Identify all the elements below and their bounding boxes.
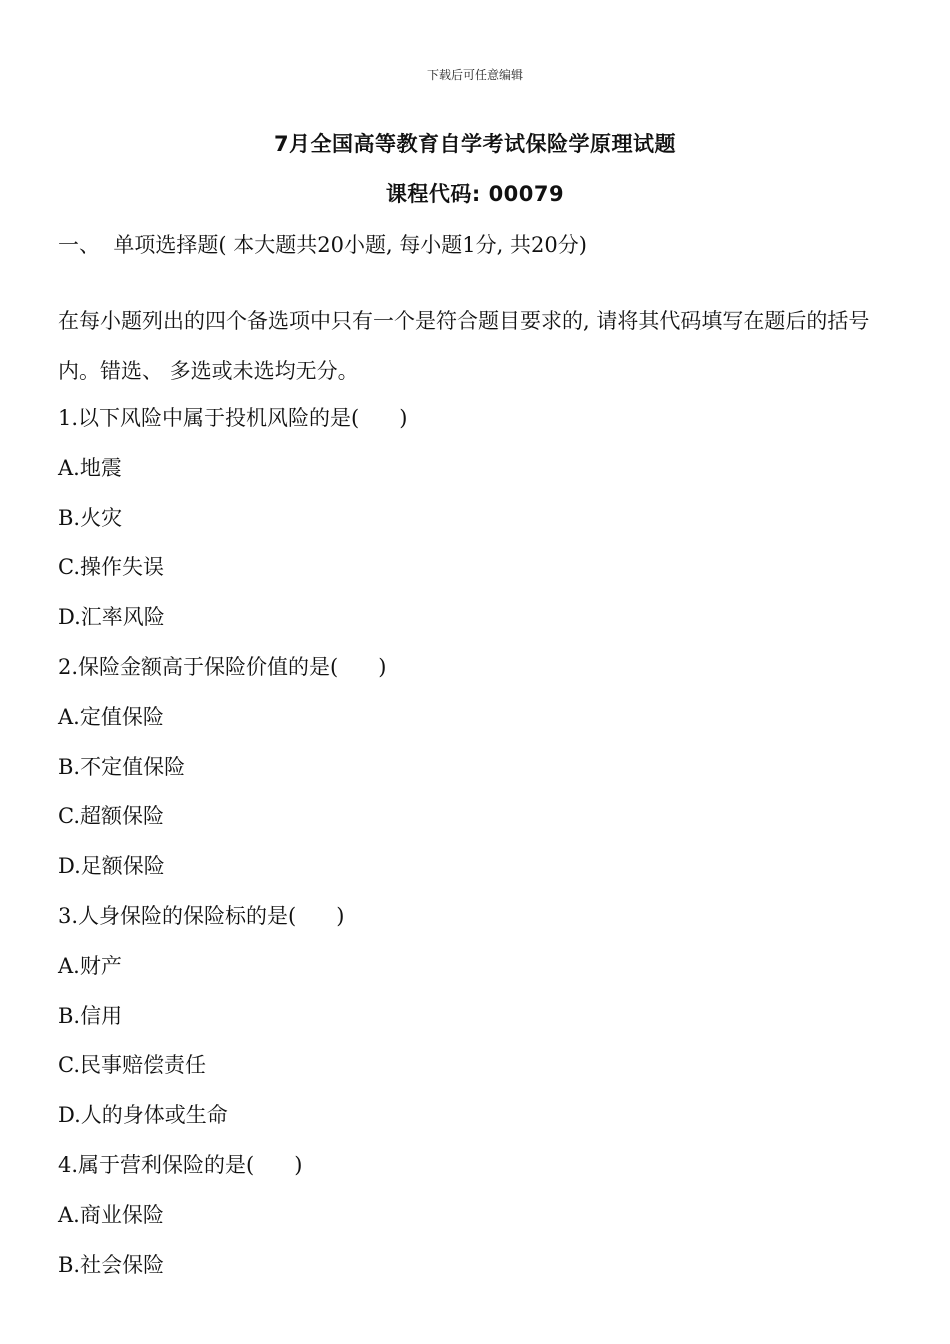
instructions-paragraph: 在每小题列出的四个备选项中只有一个是符合题目要求的, 请将其代码填写在题后的括号内。错选、 多选或未选均无分。 [58,309,870,383]
page-title: 7月全国高等教育自学考试保险学原理试题 [273,132,677,156]
question-4-option-b: B.社会保险 [58,1252,165,1277]
question-3-option-c: C.民事赔偿责任 [58,1053,206,1078]
question-2-option-a: A.定值保险 [58,704,164,729]
header-note: 下载后可任意编辑 [426,68,523,82]
question-4-stem: 4.属于营利保险的是( ) [58,1152,303,1177]
question-1-option-d: D.汇率风险 [58,605,165,630]
section-heading: 一、 单项选择题( 本大题共20小题, 每小题1分, 共20分) [58,233,587,257]
question-4-option-a: A.商业保险 [58,1202,164,1227]
question-1-option-b: B.火灾 [58,505,123,530]
question-3-stem: 3.人身保险的保险标的是( ) [58,903,345,928]
course-code: 课程代码: 00079 [385,182,565,206]
question-2-option-d: D.足额保险 [58,854,165,879]
question-3-option-d: D.人的身体或生命 [58,1103,228,1128]
question-3-option-a: A.财产 [58,953,122,978]
question-1-option-a: A.地震 [58,455,122,480]
question-3-option-b: B.信用 [58,1003,123,1028]
question-2-option-b: B.不定值保险 [58,754,186,779]
question-2-option-c: C.超额保险 [58,804,164,829]
question-2-stem: 2.保险金额高于保险价值的是( ) [58,654,387,679]
question-list [58,394,407,1290]
question-1-option-c: C.操作失误 [58,555,164,580]
question-1-stem: 1.以下风险中属于投机风险的是( ) [58,406,408,430]
